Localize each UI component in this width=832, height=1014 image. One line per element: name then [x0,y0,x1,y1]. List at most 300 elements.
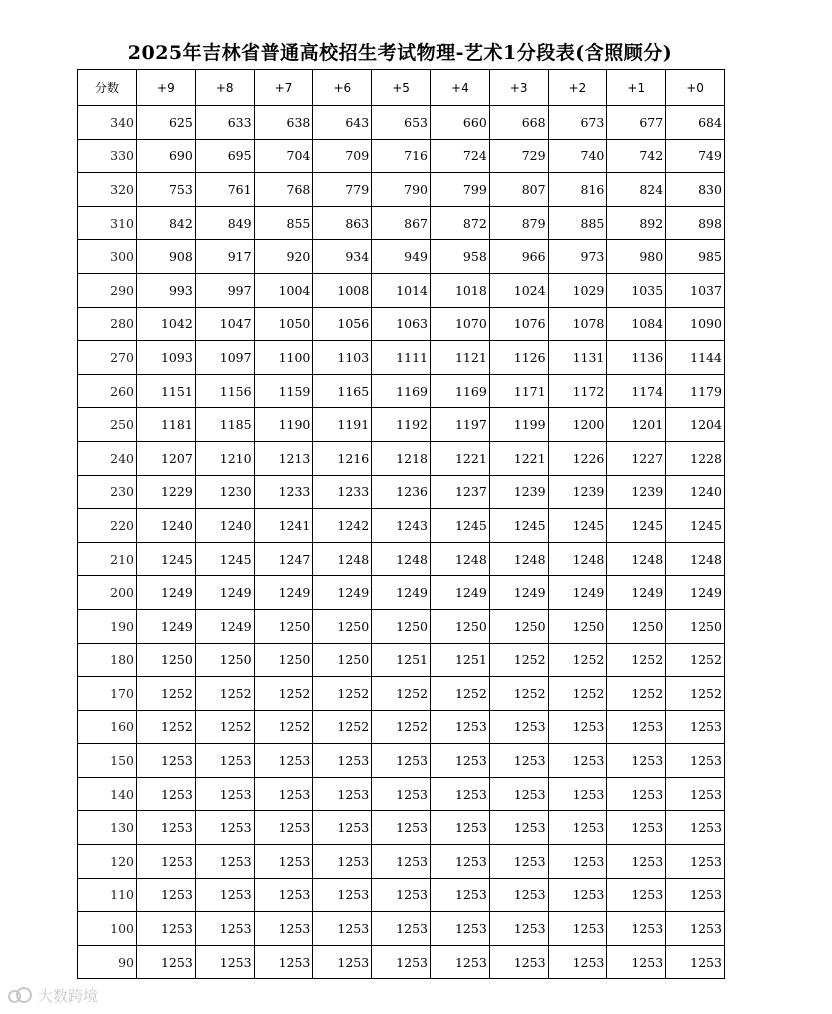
table-row [78,408,725,442]
cumulative-count-cell: 1213 [254,441,313,475]
cumulative-count-cell: 1248 [430,542,489,576]
cumulative-count-cell: 1252 [548,643,607,677]
score-cell: 230 [78,475,137,509]
cumulative-count-cell: 1252 [607,643,666,677]
table-row [78,206,725,240]
cumulative-count-cell: 1253 [489,878,548,912]
cumulative-count-cell: 1253 [195,811,254,845]
cumulative-count-cell: 1253 [607,845,666,879]
cumulative-count-cell: 842 [137,206,196,240]
cumulative-count-cell: 1248 [607,542,666,576]
cumulative-count-cell: 1253 [372,777,431,811]
cumulative-count-cell: 1253 [666,878,725,912]
cumulative-count-cell: 729 [489,139,548,173]
score-cell: 150 [78,744,137,778]
cumulative-count-cell: 1253 [313,744,372,778]
cumulative-count-cell: 1250 [313,609,372,643]
cumulative-count-cell: 1253 [607,945,666,979]
cumulative-count-cell: 1250 [372,609,431,643]
cumulative-count-cell: 1247 [254,542,313,576]
cumulative-count-cell: 1253 [313,878,372,912]
cumulative-count-cell: 1252 [607,677,666,711]
cumulative-count-cell: 1250 [254,609,313,643]
cumulative-count-cell: 824 [607,173,666,207]
table-row [78,509,725,543]
cumulative-count-cell: 684 [666,106,725,140]
cumulative-count-cell: 1230 [195,475,254,509]
cumulative-count-cell: 1253 [137,811,196,845]
column-header-offset: +4 [430,70,489,106]
column-header-offset: +7 [254,70,313,106]
cumulative-count-cell: 1249 [372,576,431,610]
cumulative-count-cell: 1253 [489,811,548,845]
cumulative-count-cell: 1078 [548,307,607,341]
column-header-offset: +5 [372,70,431,106]
cumulative-count-cell: 1084 [607,307,666,341]
cumulative-count-cell: 768 [254,173,313,207]
cumulative-count-cell: 1252 [137,677,196,711]
cumulative-count-cell: 1253 [607,744,666,778]
cumulative-count-cell: 1253 [372,845,431,879]
cumulative-count-cell: 1253 [254,878,313,912]
cumulative-count-cell: 1253 [137,744,196,778]
cumulative-count-cell: 1253 [254,912,313,946]
watermark-text: 大数跨境 [38,987,99,1005]
cumulative-count-cell: 1179 [666,374,725,408]
table-row [78,643,725,677]
table-row [78,777,725,811]
cumulative-count-cell: 1249 [195,609,254,643]
cumulative-count-cell: 1185 [195,408,254,442]
cumulative-count-cell: 1253 [666,811,725,845]
cumulative-count-cell: 1253 [548,777,607,811]
cumulative-count-cell: 1165 [313,374,372,408]
table-row [78,576,725,610]
cumulative-count-cell: 1239 [489,475,548,509]
cumulative-count-cell: 966 [489,240,548,274]
cumulative-count-cell: 799 [430,173,489,207]
cumulative-count-cell: 917 [195,240,254,274]
cumulative-count-cell: 1047 [195,307,254,341]
cumulative-count-cell: 1245 [195,542,254,576]
score-cell: 90 [78,945,137,979]
cumulative-count-cell: 920 [254,240,313,274]
cumulative-count-cell: 1253 [195,945,254,979]
cumulative-count-cell: 1252 [137,710,196,744]
score-cell: 260 [78,374,137,408]
cumulative-count-cell: 1253 [430,845,489,879]
score-cell: 200 [78,576,137,610]
cumulative-count-cell: 973 [548,240,607,274]
cumulative-count-cell: 716 [372,139,431,173]
cumulative-count-cell: 1253 [430,777,489,811]
table-row [78,542,725,576]
cumulative-count-cell: 1093 [137,341,196,375]
watermark [8,985,98,1006]
cumulative-count-cell: 1156 [195,374,254,408]
cumulative-count-cell: 863 [313,206,372,240]
cumulative-count-cell: 1248 [372,542,431,576]
table-row [78,307,725,341]
cumulative-count-cell: 1253 [137,878,196,912]
table-row [78,441,725,475]
cumulative-count-cell: 1253 [195,744,254,778]
score-cell: 310 [78,206,137,240]
cumulative-count-cell: 1253 [607,878,666,912]
column-header-offset: +3 [489,70,548,106]
score-cell: 190 [78,609,137,643]
table-row [78,173,725,207]
cumulative-count-cell: 1240 [195,509,254,543]
table-row [78,710,725,744]
cumulative-count-cell: 1253 [548,945,607,979]
table-row [78,475,725,509]
cumulative-count-cell: 1250 [137,643,196,677]
cumulative-count-cell: 1250 [666,609,725,643]
cumulative-count-cell: 1253 [254,845,313,879]
table-row [78,744,725,778]
cumulative-count-cell: 1249 [548,576,607,610]
score-cell: 140 [78,777,137,811]
cumulative-count-cell: 1241 [254,509,313,543]
cumulative-count-cell: 993 [137,273,196,307]
cumulative-count-cell: 1237 [430,475,489,509]
cumulative-count-cell: 1253 [313,912,372,946]
cumulative-count-cell: 1151 [137,374,196,408]
table-row [78,139,725,173]
cumulative-count-cell: 1252 [548,677,607,711]
header-row [78,70,725,106]
cumulative-count-cell: 879 [489,206,548,240]
cumulative-count-cell: 1253 [430,912,489,946]
cumulative-count-cell: 1252 [372,710,431,744]
cumulative-count-cell: 1103 [313,341,372,375]
table-row [78,677,725,711]
cumulative-count-cell: 660 [430,106,489,140]
cumulative-count-cell: 1233 [254,475,313,509]
cumulative-count-cell: 1253 [254,744,313,778]
cumulative-count-cell: 1042 [137,307,196,341]
cumulative-count-cell: 1226 [548,441,607,475]
cumulative-count-cell: 1172 [548,374,607,408]
cumulative-count-cell: 761 [195,173,254,207]
cumulative-count-cell: 1253 [666,710,725,744]
cumulative-count-cell: 1239 [548,475,607,509]
cumulative-count-cell: 1090 [666,307,725,341]
column-header-score: 分数 [78,70,137,106]
cumulative-count-cell: 872 [430,206,489,240]
cumulative-count-cell: 892 [607,206,666,240]
cumulative-count-cell: 1250 [254,643,313,677]
cumulative-count-cell: 1253 [430,878,489,912]
cumulative-count-cell: 1191 [313,408,372,442]
cumulative-count-cell: 1243 [372,509,431,543]
cumulative-count-cell: 1252 [430,677,489,711]
cumulative-count-cell: 1227 [607,441,666,475]
cumulative-count-cell: 908 [137,240,196,274]
cumulative-count-cell: 867 [372,206,431,240]
cumulative-count-cell: 1253 [372,878,431,912]
cumulative-count-cell: 709 [313,139,372,173]
cumulative-count-cell: 1070 [430,307,489,341]
cumulative-count-cell: 1250 [548,609,607,643]
cumulative-count-cell: 1121 [430,341,489,375]
cumulative-count-cell: 949 [372,240,431,274]
cumulative-count-cell: 1076 [489,307,548,341]
cumulative-count-cell: 1250 [313,643,372,677]
cumulative-count-cell: 1253 [666,912,725,946]
cumulative-count-cell: 1228 [666,441,725,475]
cumulative-count-cell: 1252 [254,677,313,711]
score-cell: 290 [78,273,137,307]
cumulative-count-cell: 1250 [607,609,666,643]
cumulative-count-cell: 1253 [313,777,372,811]
table-row [78,609,725,643]
column-header-offset: +1 [607,70,666,106]
cumulative-count-cell: 1190 [254,408,313,442]
cumulative-count-cell: 1216 [313,441,372,475]
score-cell: 270 [78,341,137,375]
cumulative-count-cell: 1035 [607,273,666,307]
table-row [78,273,725,307]
cumulative-count-cell: 1251 [372,643,431,677]
cumulative-count-cell: 1253 [137,912,196,946]
score-cell: 240 [78,441,137,475]
cumulative-count-cell: 1245 [607,509,666,543]
cumulative-count-cell: 1250 [489,609,548,643]
score-cell: 250 [78,408,137,442]
cumulative-count-cell: 1253 [666,945,725,979]
cumulative-count-cell: 1253 [548,878,607,912]
cumulative-count-cell: 1253 [430,744,489,778]
score-cell: 170 [78,677,137,711]
cumulative-count-cell: 1253 [254,811,313,845]
cumulative-count-cell: 1204 [666,408,725,442]
cumulative-count-cell: 855 [254,206,313,240]
cumulative-count-cell: 1253 [137,777,196,811]
cumulative-count-cell: 958 [430,240,489,274]
cumulative-count-cell: 1253 [430,945,489,979]
table-row [78,945,725,979]
table-row [78,845,725,879]
cumulative-count-cell: 1245 [548,509,607,543]
cumulative-count-cell: 779 [313,173,372,207]
cumulative-count-cell: 830 [666,173,725,207]
cumulative-count-cell: 1197 [430,408,489,442]
cumulative-count-cell: 807 [489,173,548,207]
cumulative-count-cell: 1249 [254,576,313,610]
cumulative-count-cell: 1252 [489,643,548,677]
cumulative-count-cell: 1249 [666,576,725,610]
cumulative-count-cell: 1253 [548,744,607,778]
cumulative-count-cell: 1253 [137,845,196,879]
cumulative-count-cell: 997 [195,273,254,307]
cumulative-count-cell: 638 [254,106,313,140]
score-cell: 210 [78,542,137,576]
cumulative-count-cell: 1018 [430,273,489,307]
cumulative-count-cell: 749 [666,139,725,173]
cumulative-count-cell: 1253 [372,912,431,946]
cumulative-count-cell: 1240 [666,475,725,509]
score-cell: 110 [78,878,137,912]
cumulative-count-cell: 1063 [372,307,431,341]
cumulative-count-cell: 740 [548,139,607,173]
cumulative-count-cell: 1253 [489,845,548,879]
score-cell: 300 [78,240,137,274]
cumulative-count-cell: 1253 [254,777,313,811]
cumulative-count-cell: 1252 [666,643,725,677]
column-header-offset: +8 [195,70,254,106]
cumulative-count-cell: 1248 [489,542,548,576]
cumulative-count-cell: 1253 [548,845,607,879]
cumulative-count-cell: 1024 [489,273,548,307]
cumulative-count-cell: 934 [313,240,372,274]
score-cell: 220 [78,509,137,543]
cumulative-count-cell: 1253 [313,945,372,979]
cumulative-count-cell: 1253 [313,811,372,845]
cumulative-count-cell: 1229 [137,475,196,509]
cumulative-count-cell: 1200 [548,408,607,442]
cumulative-count-cell: 898 [666,206,725,240]
cumulative-count-cell: 1221 [430,441,489,475]
cumulative-count-cell: 1253 [430,811,489,845]
cumulative-count-cell: 1004 [254,273,313,307]
cumulative-count-cell: 1253 [489,744,548,778]
cumulative-count-cell: 625 [137,106,196,140]
cumulative-count-cell: 1126 [489,341,548,375]
cumulative-count-cell: 1111 [372,341,431,375]
cumulative-count-cell: 1251 [430,643,489,677]
score-cell: 280 [78,307,137,341]
cumulative-count-cell: 1249 [313,576,372,610]
cumulative-count-cell: 1174 [607,374,666,408]
cumulative-count-cell: 1014 [372,273,431,307]
cumulative-count-cell: 742 [607,139,666,173]
cumulative-count-cell: 1210 [195,441,254,475]
cumulative-count-cell: 985 [666,240,725,274]
logo-rings-icon [8,987,34,1005]
cumulative-count-cell: 1181 [137,408,196,442]
cumulative-count-cell: 1253 [548,710,607,744]
cumulative-count-cell: 1253 [195,845,254,879]
cumulative-count-cell: 690 [137,139,196,173]
cumulative-count-cell: 1253 [489,710,548,744]
score-cell: 160 [78,710,137,744]
cumulative-count-cell: 1169 [430,374,489,408]
cumulative-count-cell: 1192 [372,408,431,442]
cumulative-count-cell: 1253 [372,811,431,845]
cumulative-count-cell: 1253 [666,845,725,879]
cumulative-count-cell: 677 [607,106,666,140]
cumulative-count-cell: 1050 [254,307,313,341]
cumulative-count-cell: 1253 [372,744,431,778]
cumulative-count-cell: 1253 [548,912,607,946]
cumulative-count-cell: 1136 [607,341,666,375]
table-row [78,878,725,912]
cumulative-count-cell: 673 [548,106,607,140]
cumulative-count-cell: 1249 [430,576,489,610]
column-header-offset: +2 [548,70,607,106]
table-row [78,374,725,408]
cumulative-count-cell: 885 [548,206,607,240]
cumulative-count-cell: 1131 [548,341,607,375]
cumulative-count-cell: 1199 [489,408,548,442]
cumulative-count-cell: 849 [195,206,254,240]
cumulative-count-cell: 1253 [607,912,666,946]
cumulative-count-cell: 1253 [607,777,666,811]
cumulative-count-cell: 1253 [548,811,607,845]
cumulative-count-cell: 1252 [666,677,725,711]
cumulative-count-cell: 1252 [195,710,254,744]
cumulative-count-cell: 1249 [607,576,666,610]
cumulative-count-cell: 1008 [313,273,372,307]
table-header [78,70,725,106]
cumulative-count-cell: 1207 [137,441,196,475]
cumulative-count-cell: 1252 [313,710,372,744]
table-row [78,811,725,845]
table-row [78,341,725,375]
cumulative-count-cell: 1248 [548,542,607,576]
cumulative-count-cell: 1245 [137,542,196,576]
cumulative-count-cell: 1221 [489,441,548,475]
score-cell: 330 [78,139,137,173]
cumulative-count-cell: 1252 [313,677,372,711]
cumulative-count-cell: 1239 [607,475,666,509]
table-row [78,106,725,140]
cumulative-count-cell: 1249 [137,576,196,610]
score-cell: 340 [78,106,137,140]
cumulative-count-cell: 1253 [607,811,666,845]
cumulative-count-cell: 1242 [313,509,372,543]
cumulative-count-cell: 1253 [137,945,196,979]
cumulative-count-cell: 1249 [137,609,196,643]
score-cell: 180 [78,643,137,677]
cumulative-count-cell: 1253 [313,845,372,879]
cumulative-count-cell: 1097 [195,341,254,375]
cumulative-count-cell: 1249 [195,576,254,610]
cumulative-count-cell: 980 [607,240,666,274]
cumulative-count-cell: 724 [430,139,489,173]
cumulative-count-cell: 1253 [489,777,548,811]
cumulative-count-cell: 1250 [195,643,254,677]
cumulative-count-cell: 1253 [372,945,431,979]
page-title: 2025年吉林省普通高校招生考试物理-艺术1分段表(含照顾分) [127,42,673,64]
column-header-offset: +6 [313,70,372,106]
cumulative-count-cell: 816 [548,173,607,207]
cumulative-count-cell: 1100 [254,341,313,375]
cumulative-count-cell: 1245 [666,509,725,543]
score-cell: 130 [78,811,137,845]
cumulative-count-cell: 1144 [666,341,725,375]
cumulative-count-cell: 790 [372,173,431,207]
table-row [78,240,725,274]
cumulative-count-cell: 653 [372,106,431,140]
table-body [78,106,725,979]
column-header-offset: +0 [666,70,725,106]
cumulative-count-cell: 643 [313,106,372,140]
cumulative-count-cell: 1252 [195,677,254,711]
cumulative-count-cell: 1248 [666,542,725,576]
cumulative-count-cell: 1240 [137,509,196,543]
cumulative-count-cell: 1253 [195,912,254,946]
cumulative-count-cell: 1159 [254,374,313,408]
score-distribution-table [77,69,725,979]
cumulative-count-cell: 1245 [489,509,548,543]
cumulative-count-cell: 1169 [372,374,431,408]
cumulative-count-cell: 633 [195,106,254,140]
column-header-offset: +9 [137,70,196,106]
cumulative-count-cell: 1253 [195,777,254,811]
